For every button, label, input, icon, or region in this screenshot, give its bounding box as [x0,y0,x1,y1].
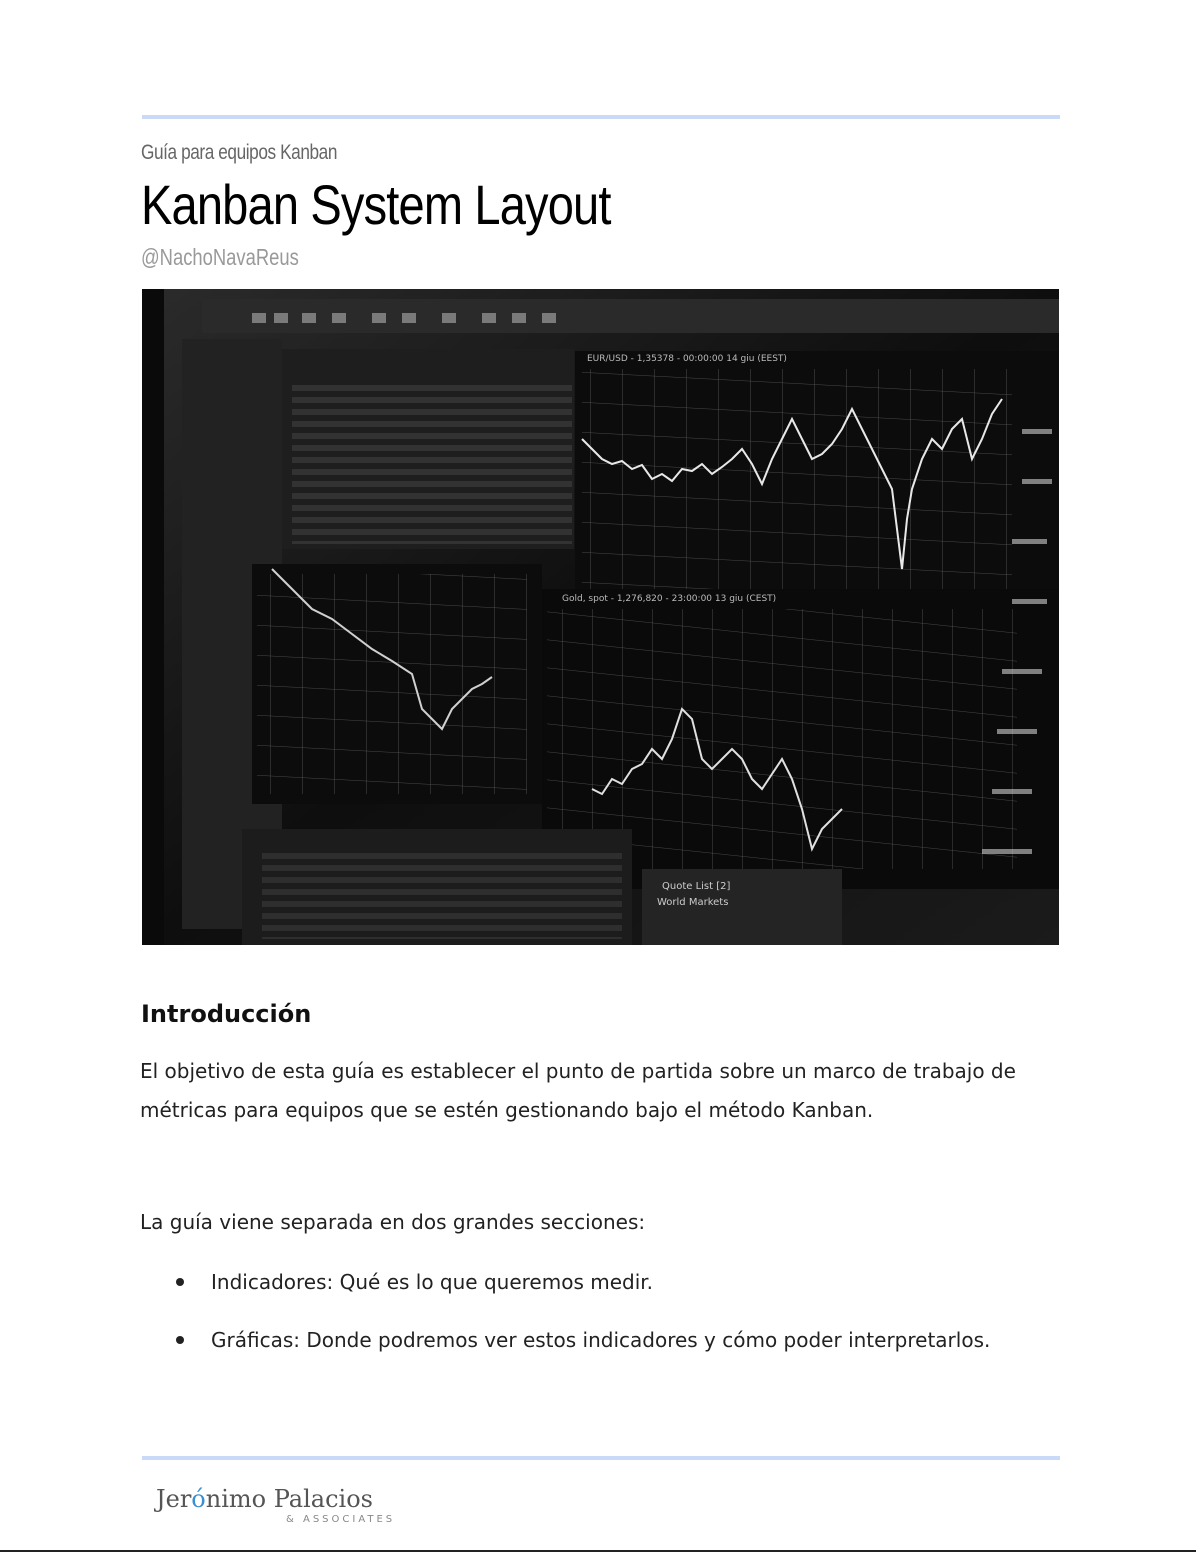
logo-name: Jerónimo Palacios [156,1485,373,1513]
bullet-icon [176,1278,184,1286]
list-item [176,1270,653,1294]
gold-panel-label: Gold, spot - 1,276,820 - 23:00:00 13 giu (CEST) [562,594,777,604]
document-title: Kanban System Layout [141,173,611,236]
document-author: @NachoNavaReus [141,244,299,270]
top-rule [142,115,1060,119]
list-item-text: Indicadores: Qué es lo que queremos medir. [211,1270,654,1294]
bullet-icon [176,1336,184,1344]
quote-list-label: Quote List [2] [662,881,731,892]
eurusd-panel-label: EUR/USD - 1,35378 - 00:00:00 14 giu (EEST) [587,354,787,364]
list-item-text: Gráficas: Donde podremos ver estos indicadores y cómo poder interpretarlos. [211,1328,991,1352]
introduction-paragraph: El objetivo de esta guía es establecer el punto de partida sobre un marco de trabajo de métricas para equipos que se estén gestionando bajo el método Kanban. [140,1059,1016,1122]
page-edge-line [0,1550,1196,1552]
logo-subtitle: & ASSOCIATES [286,1514,396,1525]
sections-intro-text: La guía viene separada en dos grandes secciones: [140,1210,646,1234]
list-item [176,1328,990,1352]
bottom-rule [142,1456,1060,1460]
trading-screen-photo [142,289,1059,945]
world-markets-label: World Markets [657,897,729,908]
company-logo [156,1485,396,1529]
document-subtitle: Guía para equipos Kanban [141,141,338,164]
introduction-heading: Introducción [141,1000,312,1028]
